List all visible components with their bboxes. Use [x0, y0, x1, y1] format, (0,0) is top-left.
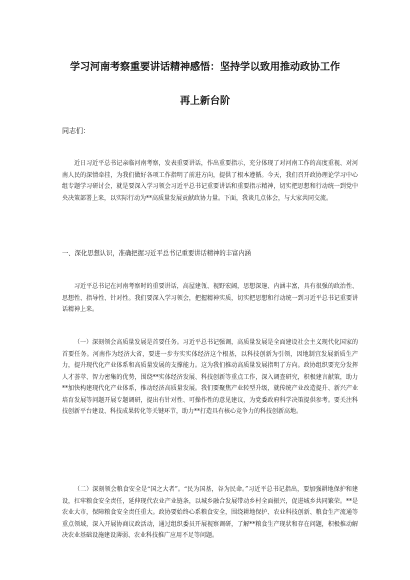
greeting: 同志们： [62, 127, 90, 135]
document-title-line2: 再上新台阶 [180, 96, 230, 107]
document-title-line1: 学习河南考察重要讲话精神感悟：坚持学以致用推动政协工作 [70, 62, 340, 73]
section-heading-1: 一、深化思想认识，准确把握习近平总书记重要讲话精神的丰富内涵 [62, 250, 251, 257]
subsection-1-paragraph: （一）深刻领会高质量发展是首要任务。习近平总书记强调，高质量发展是全面建设社会主义现代化国家的首要任务。河南作为经济大省，要进一步夯实实体经济这个根基，以科技创新为引领，因地制宜发展新质生产力，提升现代化产业体系和高质量发展的支撑能力。这为我们推动高质量发展指明了方向。政协组织要充分发挥人才荟萃、智力密集的优势，围绕**实体经济发展、科技创新等重点工作，深入调查研究，积极建言献策，助力**加快构建现代化产业体系，推动经济高质量发展。我们要聚焦产业转型升级，就传统产业改造提升、新兴产业培育发展等问题开展专题调研，提出有针对性、可操作性的意见建议，为党委政府科学决策提供参考。要关注科技创新平台建设、科技成果转化等关键环节，助力**打造具有核心竞争力的科技创新高地。 [62, 339, 358, 415]
subsection-2-paragraph: （二）深刻领会粮食安全是“国之大者”。“民为国基，谷为民命。”习近平总书记指出，要加强耕地保护和建设，扛牢粮食安全责任，延伸现代农业产业链条，以城乡融合发展带动乡村全面振兴，促进城乡共同繁荣。**是农业大市，保障粮食安全责任重大。政协要始终心系粮食安全，围绕耕地保护、农业科技创新、粮食生产流通等重点领域，深入开展协商议政活动，通过组织委员开展视察调研，了解**粮食生产现状和存在问题，积极推动解决农业基础设施建设薄弱、农业科技推广应用不足等问题。 [62, 486, 358, 539]
section-1-paragraph: 习近平总书记在河南考察时的重要讲话，高屋建瓴、视野宏阔，思想深邃、内涵丰富，具有很强的政治性、思想性、指导性、针对性。我们要深入学习领会，把握精神实质，切实把思想和行动统一到习近平总书记重要讲话精神上来。 [62, 283, 358, 313]
intro-paragraph: 近日习近平总书记亲临河南考察，发表重要讲话，作出重要指示，充分体现了对河南工作的高度重视、对河南人民的深情牵挂，为我们做好各项工作指明了前进方向，提供了根本遵循。今天，我们召开政协理论学习中心组专题学习研讨会，就是要深入学习领会习近平总书记重要讲话和重要指示精神，切实把思想和行动统一到党中央决策部署上来，以实际行动为**高质量发展贡献政协力量。下面，我谈几点体会，与大家共同交流。 [62, 160, 358, 202]
